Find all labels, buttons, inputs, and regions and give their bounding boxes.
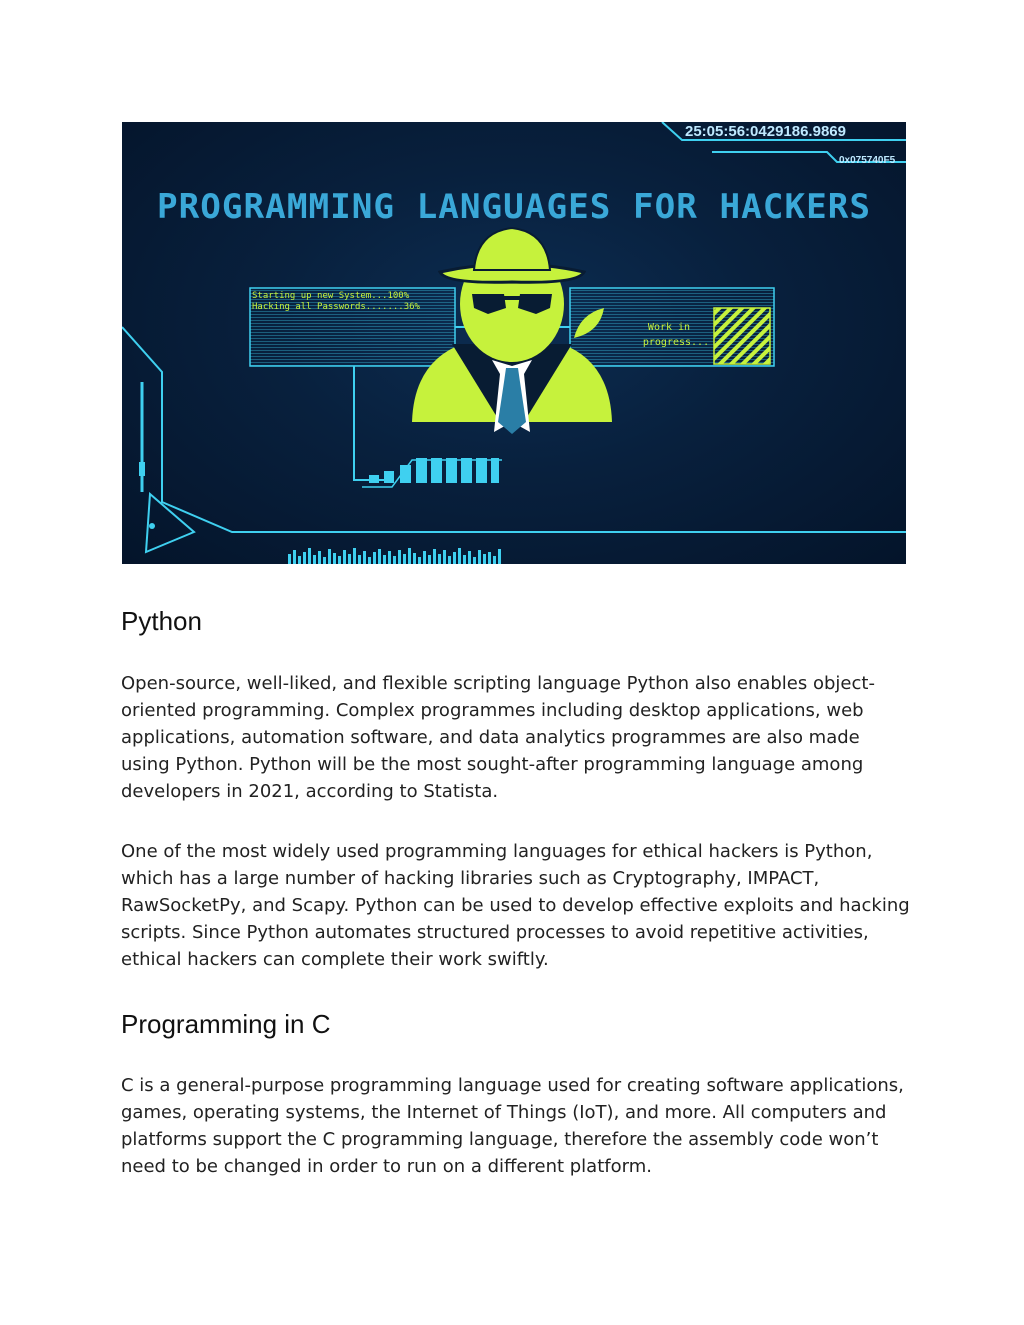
status-line-2: progress... [642, 337, 710, 348]
equalizer-bars [288, 548, 501, 564]
c-paragraph-1: C is a general-purpose programming language used for creating software applications, games, operating systems, the Internet of Things (IoT), and more. All computers and platforms support the C programming language, therefore the assembly code won’t need to be changed in order to run on a different platform. [121, 1075, 904, 1177]
section-heading-python: Python [121, 606, 202, 636]
section-heading-c: Programming in C [121, 1009, 331, 1039]
progress-stripes [714, 308, 770, 364]
python-paragraph-1: Open-source, well-liked, and flexible scripting language Python also enables object-oriented programming. Complex programmes including desktop applications, web applications, automation software, and data analytics programmes are also made using Python. Python will be the most sought-after programming language among developers in 2021, according to Statista. [121, 673, 875, 802]
triangle-marker [146, 494, 194, 552]
frame-dot [149, 523, 155, 529]
timestamp-text: 25:05:56:0429186.9869 [685, 123, 846, 140]
hero-title: PROGRAMMING LANGUAGES FOR HACKERS [157, 187, 871, 227]
progress-bars [362, 458, 502, 487]
frame-marker [139, 462, 145, 476]
python-paragraph-2: One of the most widely used programming languages for ethical hackers is Python, which has a large number of hacking libraries such as Cryptography, IMPACT, RawSocketPy, and Scapy. Python can be used to develop effective exploits and hacking scripts. Since Python automates structured processes to avoid repetitive activities, ethical hackers can complete their work swiftly. [121, 841, 910, 970]
terminal-line-1: Starting up new System...100% [252, 291, 410, 301]
hero-image [122, 122, 906, 564]
terminal-line-2: Hacking all Passwords.......36% [252, 302, 420, 312]
connector-line [354, 366, 386, 480]
status-line-1: Work in [647, 322, 691, 333]
hacker-illustration [122, 122, 906, 564]
hex-code-text: 0x075740F5 [839, 155, 896, 166]
